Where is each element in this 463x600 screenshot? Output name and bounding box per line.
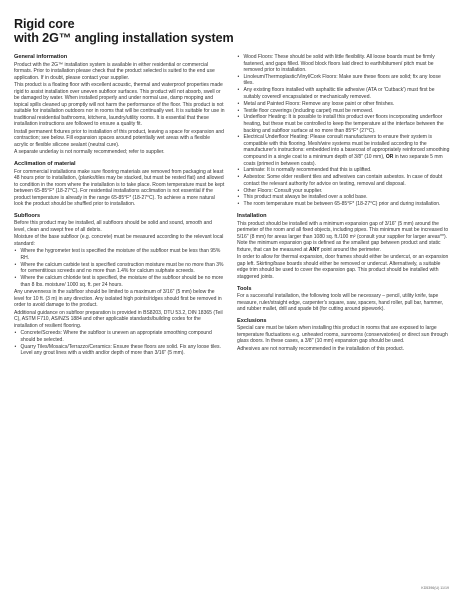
list-item: • Any existing floors installed with asphaltic tile adhesive (ATA or 'Cutback') must first be suitably covered/ encapsulated or mechanically removed. — [237, 87, 450, 100]
document-code: KD5396(U) 11/19 — [421, 586, 449, 590]
list-item: • Laminate: It is normally recommended that this is uplifted. — [237, 167, 450, 174]
paragraph: This product is a floating floor with excellent acoustic, thermal and waterproof properties made rigid to assist installation over uneven subfloor surfaces. This product will not absorb, swell or be damaged by water. When installed properly and under normal use, damp mopping and topical spills cleaned up promptly will not harm the performance of the floor. This product is not suitable for installation outdoors nor in rooms that will be continually wet. It is suitable for use in traditional residential bathrooms, kitchens, laundry/utility rooms. It is essential that these installation instructions are followed to ensure a quality fit. — [14, 82, 225, 128]
page-title — [14, 17, 314, 45]
left-column — [14, 54, 225, 358]
paragraph: For a successful installation, the following tools will be necessary – pencil, utility knife, tape measure, ruler/straight edge, carpenter's square, saw, spacers, hand roller, pull bar, hammer, and rubber mallet, drill and spade bit (for cutting around pipework). — [237, 293, 444, 313]
paragraph: Install permanent fixtures prior to installation of this product, leaving a space for expansion and contraction; see below. Fill expansion spaces around potentially wet areas with a flexible acrylic or flexible silicone sealant (neutral cure). — [14, 128, 224, 148]
list-item: • Concrete/Screeds: Where the subfloor is uneven an appropriate smoothing compound should be selected. — [14, 330, 225, 343]
heading-exclusions: Exclusions — [237, 317, 267, 324]
heading-general-information: General information — [14, 54, 68, 60]
text-run: point around the perimeter. — [320, 246, 381, 253]
paragraph: Adhesives are not normally recommended in the installation of this product. — [237, 345, 404, 352]
list-item: • Where the calcium chloride test is specified, the moisture of the subfloor should be no more than 8 lbs. moisture/ 1000 sq. ft. per 24 hours. — [14, 275, 225, 288]
bullet-list — [14, 248, 225, 288]
title-line-2: with 2G™ angling installation system — [14, 31, 234, 45]
list-item — [237, 134, 450, 167]
text-run: This product should be installed with a minimum expansion gap of 3/16" (5 mm) around the perimeter of the room and all fixed objects, including pipes. This minimum must be increased to 5/16" (8 mm) for areas larger than 1080 sq. ft./100 m² (consult your supplier for larger areas**). Note the minimum expansion gap is defined as the smallest gap between product and static fixture, that can be measured at — [237, 220, 449, 253]
paragraph: In order to allow for thermal expansion, door frames should either be undercut, or an expansion gap left. Skirting/base boards should either be removed or undercut. Alternatively, a suitable edge trim should be used to cover the expansion gap. This product should be installed with staggered joints. — [237, 254, 449, 280]
list-item: • Linoleum/Thermoplastic/Vinyl/Cork Floors: Make sure these floors are solid; fix any loose tiles. — [237, 74, 450, 87]
paragraph: A separate underlay is not normally recommended; refer to supplier. — [14, 149, 165, 156]
heading-tools: Tools — [237, 285, 252, 292]
right-column — [237, 54, 450, 353]
paragraph — [237, 221, 450, 254]
bullet-list — [237, 54, 450, 208]
list-item: • Wood Floors: These should be solid with little flexibility. All loose boards must be firmly fastened, and gaps filled. Wood block floors laid direct to earth/bitumen/ pitch must be removed prior to installation. — [237, 54, 450, 74]
heading-installation: Installation — [237, 213, 267, 220]
paragraph: For commercial installations make sure flooring materials are removed from packaging at least 48 hours prior to installation, (planks/tiles may be stacked, but must be rested flat) and allowed to condition in the room where the installation is to take place. Room temperature must be kept between 65-85°F* (18-27°C). For residential installations acclimation is not essential if the product temperature is already in the range 65-85°F* (18-27°C). To achieve a more natural look the product should be shuffled prior to installation. — [14, 168, 225, 208]
list-item: • Quarry Tiles/Mosaics/Terrazzo/Ceramics: Ensure these floors are solid. Fix any loose tiles. Level any grout lines with a width and/or depth of more than 3/16" (5 mm). — [14, 344, 225, 357]
list-item: • Underfloor Heating: It is possible to install this product over floors incorporating underfloor heating, but these must be controlled to keep the temperature at the interface between the backing and subfloor surface at no more than 85°F* (27°C). — [237, 114, 450, 134]
paragraph: Additional guidance on subfloor preparation is provided in BS8203, DTU 53.2, DIN 18365 (Teil C), ASTM F710, AS/NZS 1884 and other applicable standards/building codes for the installation of resilient flooring. — [14, 309, 223, 329]
list-item: • Asbestos: Some older resilient tiles and adhesives can contain asbestos. In case of doubt contact the relevant authority for advice on testing, removal and disposal. — [237, 174, 450, 187]
paragraph: Special care must be taken when installing this product in rooms that are exposed to large temperature fluctuations e.g. unheated rooms, sunrooms (conservatories) or direct sun through glass doors. In these cases, a 3/8" (10 mm) expansion gap should be used. — [237, 325, 448, 345]
list-item: • Other Floors: Consult your supplier. — [237, 188, 450, 195]
paragraph: Product with the 2G™ installation system is available in either residential or commercial formats. Prior to installation please check that the product selected is suited to the end use application. If in doubt, please contact your supplier. — [14, 61, 215, 81]
paragraph: Before this product may be installed, all subfloors should be solid and sound, smooth and level, clean and swept free of all debris. — [14, 220, 212, 234]
paragraph: Any unevenness in the subfloor should be limited to a maximum of 3/16" (5 mm) below the level for 10 ft. (3 m) in any direction. Any isolated high points/ridges should first be removed in order to avoid damage to the product. — [14, 289, 222, 309]
list-item: • The room temperature must be between 65-85°F* (18-27°C) prior and during installation. — [237, 201, 450, 208]
title-line-1: Rigid core — [14, 17, 75, 31]
bullet-list — [14, 330, 225, 356]
emphasis-or: OR — [385, 153, 394, 160]
emphasis-any: ANY — [308, 246, 320, 253]
list-item: • Textile floor coverings (including carpet) must be removed. — [237, 108, 450, 115]
heading-acclimation: Acclimation of material — [14, 161, 76, 168]
list-item: • Metal and Painted Floors: Remove any loose paint or other finishes. — [237, 101, 450, 108]
list-item: • Where the hygrometer test is specified the moisture of the subfloor must be less than 95% RH. — [14, 248, 225, 261]
paragraph: Moisture of the base subfloor (e.g. concrete) must be measured according to the relevant local standard: — [14, 234, 224, 248]
text-run: Electrical Underfloor Heating: Please consult manufacturers to ensure their system is compatible with this flooring. Mesh/wire systems must be installed according to the manufacturer's instructions: embedded into a basecoat of appropriately reinforced smoothing compound in a single coat to a minimum depth of 3/8" (10 mm), — [243, 134, 450, 160]
text-run: in two separate 5 mm coats (primed in between coats). — [243, 153, 443, 167]
list-item: • This product must always be installed over a solid base. — [237, 194, 450, 201]
list-item: • Where the calcium carbide test is specified construction moisture must be no more than 3% for cementitious screeds and no more than 1.4% for calcium sulphate screeds. — [14, 262, 225, 275]
heading-subfloors: Subfloors — [14, 212, 41, 219]
